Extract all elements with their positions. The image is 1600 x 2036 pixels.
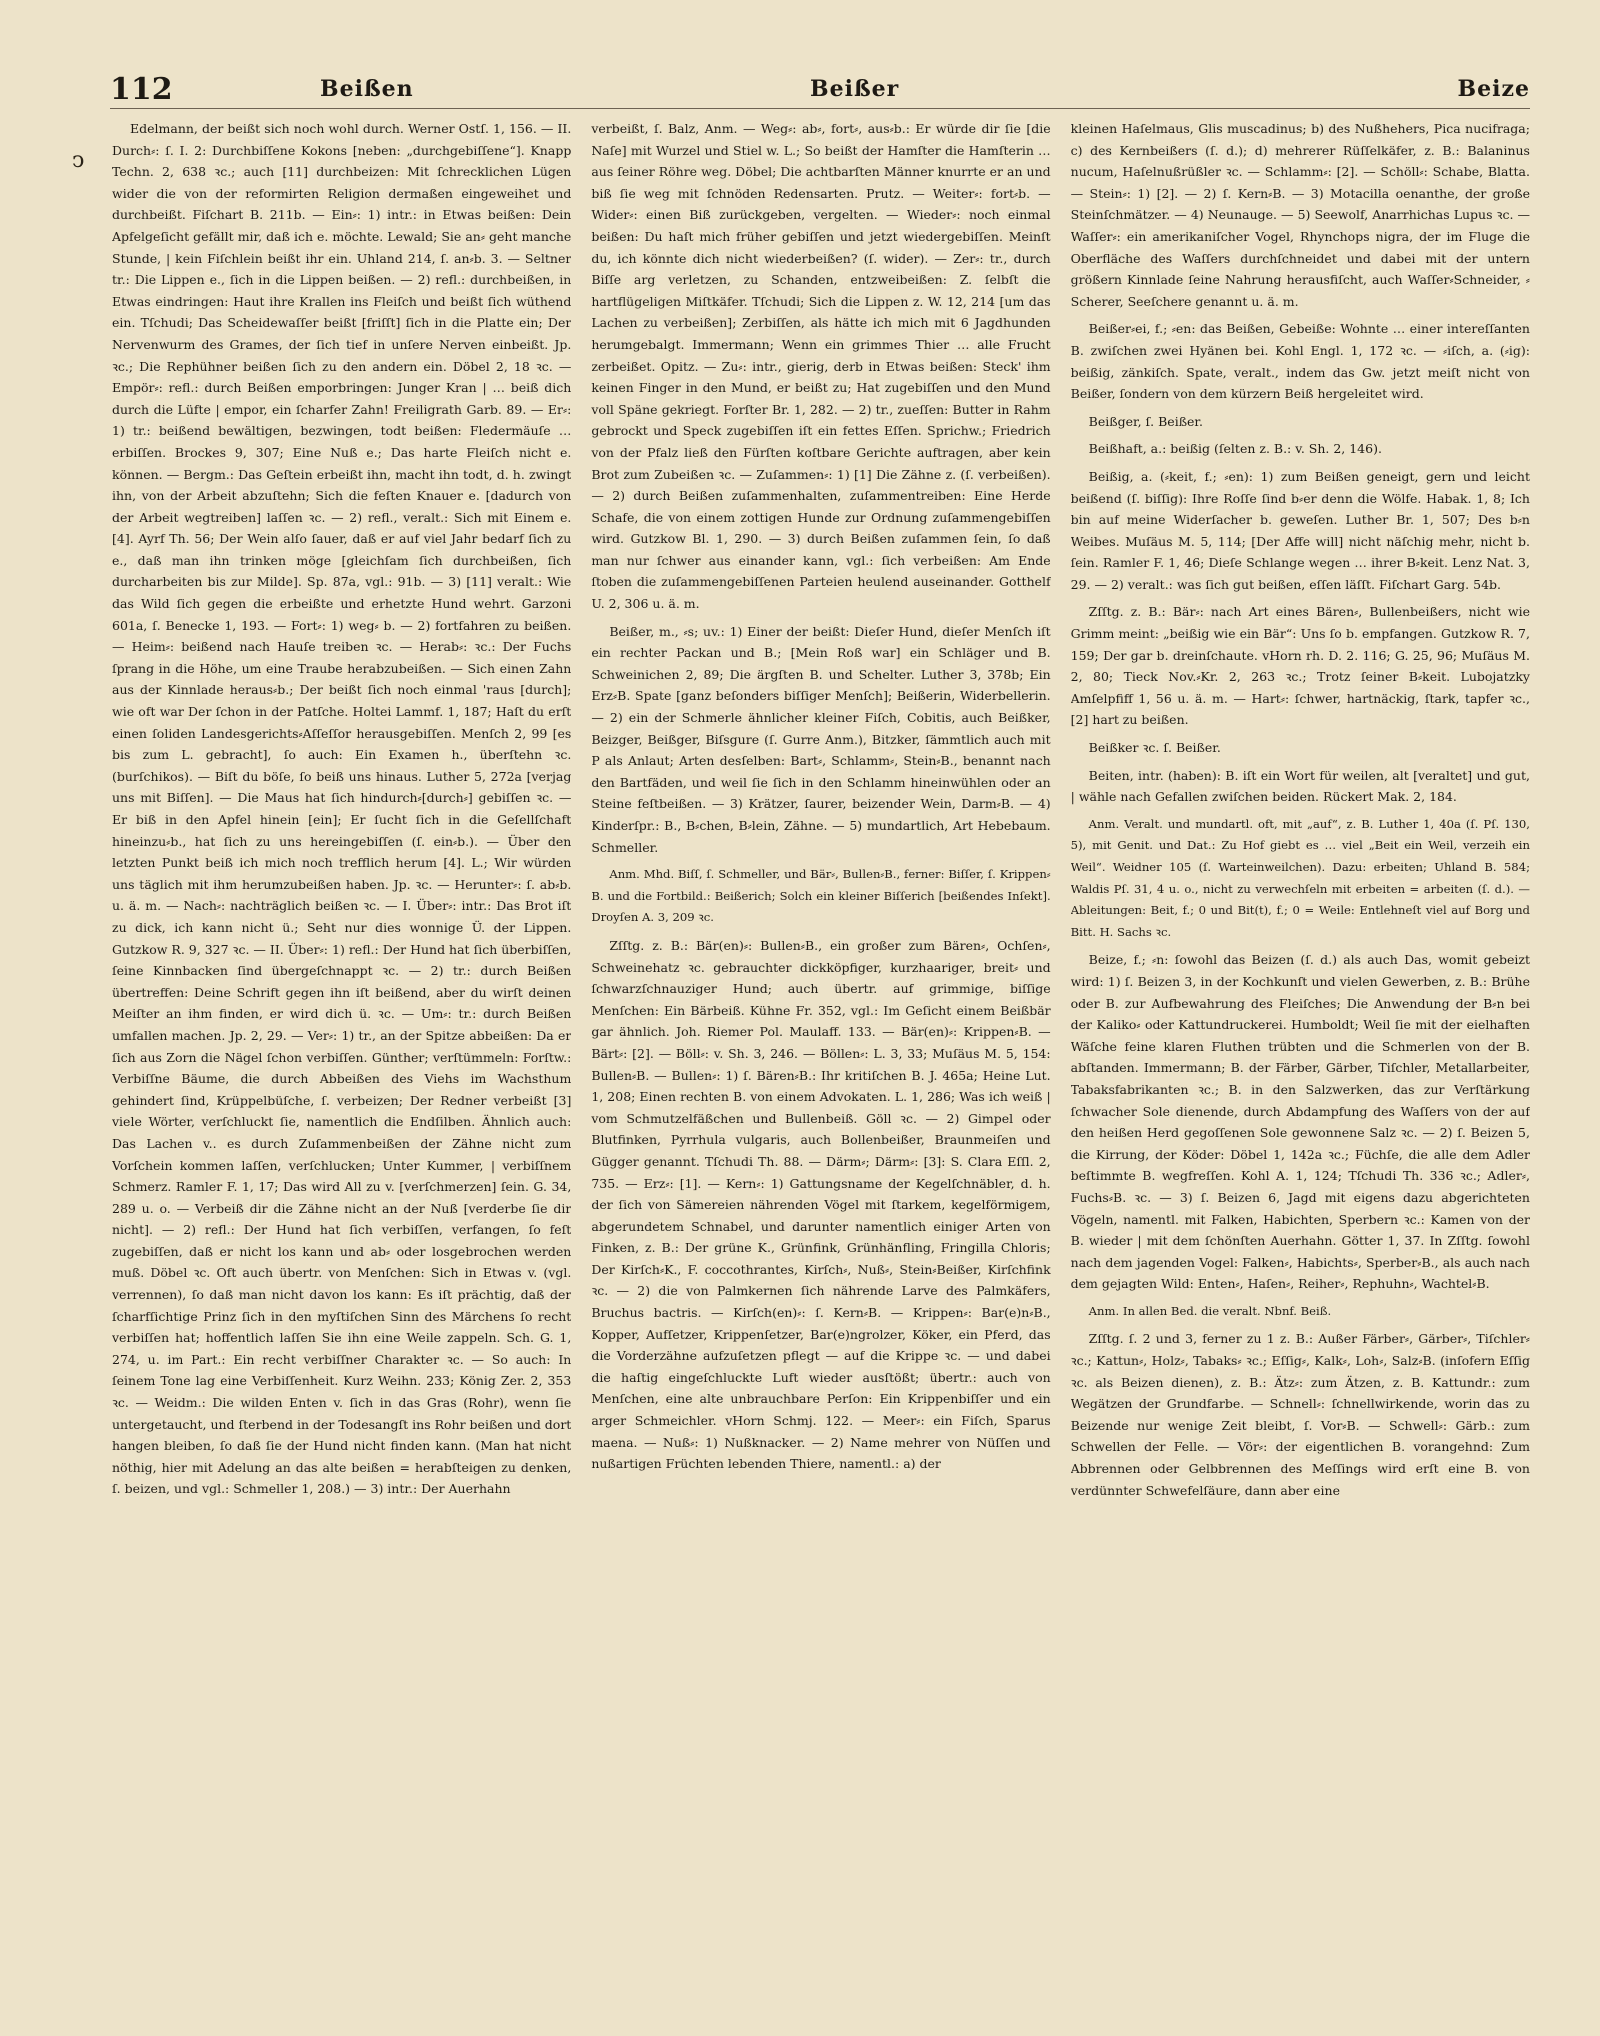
entry-paragraph: Beißig, a. (⸗keit, f.; ⸗en): 1) zum Beißen geneigt, gern und leicht beißend (ſ. biſſig): Ihre Roſſe ſind b⸗er denn die Wölfe. Habak. 1, 8; Ich bin auf meine Widerſacher b. geweſen. Luther Br. 1, 507; Des b⸗n Weibes. Muſäus M. 5, 114; [Der Affe will] nicht näſchig mehr, nicht b. ſein. Ramler F. 1, 46; Dieſe Schlange wegen … ihrer B⸗keit. Lenz Nat. 3, 29. — 2) veralt.: was ſich gut beißen, eſſen läſſt. Fiſchart Garg. 54b. xyxy=(1070,468,1530,592)
margin-mark: ↄ xyxy=(72,148,85,173)
page-number: 112 xyxy=(110,72,173,107)
page-header xyxy=(110,62,1530,110)
column-left xyxy=(112,118,571,2008)
entry-paragraph: Beize, f.; ⸗n: ſowohl das Beizen (ſ. d.) als auch Das, womit gebeizt wird: 1) ſ. Beizen 3, in der Kochkunſt und vielen Gewerben, z. B.: Brühe oder B. zur Aufbewahrung des Fleiſches; Die Anwendung der B⸗n bei der Kaliko⸗ oder Kattundruckerei. Humboldt; Weil ſie mit der eielhaften Wäſche feine klaren Fluthen trübten und die Schmerlen von der B. abſtanden. Immermann; B. der Färber, Gärber, Tiſchler, Metallarbeiter, Tabaksfabrikanten ꝛc.; B. in den Salzwerken, das zur Verſtärkung ſchwacher Sole dienende, durch Abdampfung des Waſſers von der auf den heißen Herd gegoſſenen Sole gewonnene Salz ꝛc. — 2) ſ. Beizen 5, die Kirrung, der Köder: Döbel 1, 142a ꝛc.; Füchſe, die alle dem Adler beſtimmte B. wegfreſſen. Kohl A. 1, 124; Tſchudi Th. 336 ꝛc.; Adler⸗, Fuchs⸗B. ꝛc. — 3) ſ. Beizen 6, Jagd mit eigens dazu abgerichteten Vögeln, namentl. mit Falken, Habichten, Sperbern ꝛc.: Kamen von der B. wieder | mit dem ſchönſten Auerhahn. Götter 1, 37. In Zſſtg. ſowohl nach dem jagenden Vogel: Falken⸗, Habichts⸗, Sperber⸗B., als auch nach dem gejagten Wild: Enten⸗, Haſen⸗, Reiher⸗, Rephuhn⸗, Wachtel⸗B. xyxy=(1070,952,1530,1292)
entry-paragraph: Beißker ꝛc. ſ. Beißer. xyxy=(1088,740,1221,756)
column-right xyxy=(1071,118,1530,2008)
header-rule xyxy=(110,108,1530,109)
entry-paragraph: verbeißt, ſ. Balz, Anm. — Weg⸗: ab⸗, fort⸗, aus⸗b.: Er würde dir ſie [die Naſe] mit Wurzel und Stiel w. L.; So beißt der Hamſter die Hamſterin … aus ſeiner Röhre weg. Döbel; Die achtbarſten Männer knurrte er an und biß ſie weg mit ſchnöden Redensarten. Prutz. — Weiter⸗: fort⸗b. — Wider⸗: einen Biß zurückgeben, vergelten. — Wieder⸗: noch einmal beißen: Du haſt mich früher gebiſſen und jetzt wiedergebiſſen. Meinſt du, ich könnte dich nicht wiederbeißen? (ſ. wider). — Zer⸗: tr., durch Biſſe arg verletzen, zu Schanden, entzweibeißen: Z. ſelbſt die hartflügeligen Miſtkäfer. Tſchudi; Sich die Lippen z. W. 12, 214 [um das Lachen zu verbeißen]; Zerbiſſen, als hätte ich mich mit 6 Jagdhunden herumgebalgt. Immermann; Wenn ein grimmes Thier … alle Frucht zerbeißet. Opitz. — Zu⸗: intr., gierig, derb in Etwas beißen: Steck' ihm keinen Finger in den Mund, er beißt zu; Hat zugebiſſen und den Mund voll Späne gekriegt. Forſter Br. 1, 282. — 2) tr., zueſſen: Butter in Rahm gebrockt und Speck zugebiſſen iſt ein fettes Eſſen. Sprichw.; Friedrich von der Pfalz ließ den Fürſten koſtbare Gerichte auftragen, aber kein Brot zum Zubeißen ꝛc. — Zuſammen⸗: 1) [1] Die Zähne z. (ſ. verbeißen). — 2) durch Beißen zuſammenhalten, zuſammentreiben: Eine Herde Schafe, die von einem zottigen Hunde zur Ordnung zuſammengebiſſen wird. Gutzkow Bl. 1, 290. — 3) durch Beißen zuſammen ſein, ſo daß man nur ſchwer aus einander kann, vgl.: ſich verbeißen: Am Ende ſtoben die zuſammengebiſſenen Parteien heulend auseinander. Gotthelf U. 2, 306 u. ä. m. xyxy=(591,121,1051,612)
entry-paragraph: Zſſtg. ſ. 2 und 3, ferner zu 1 z. B.: Außer Färber⸗, Gärber⸗, Tiſchler⸗ ꝛc.; Kattun⸗, Holz⸗, Tabaks⸗ ꝛc.; Eſſig⸗, Kalk⸗, Loh⸗, Salz⸗B. (inſofern Eſſig ꝛc. als Beizen dienen), z. B.: Ätz⸗: zum Ätzen, z. B. Kattundr.: zum Wegätzen der Grundfarbe. — Schnell⸗: ſchnellwirkende, worin das zu Beizende nur wenige Zeit bleibt, ſ. Vor⸗B. — Schwell⸗: Gärb.: zum Schwellen der Felle. — Vör⸗: der eigentlichen B. vorangehnd: Zum Abbrennen oder Gelbbrennen des Meſſings wird erſt eine B. von verdünnter Schwefelſäure, dann aber eine xyxy=(1070,1331,1530,1498)
entry-paragraph: Beißhaft, a.: beißig (ſelten z. B.: v. Sh. 2, 146). xyxy=(1088,441,1382,457)
entry-paragraph: Beißer⸗ei, f.; ⸗en: das Beißen, Gebeiße: Wohnte … einer intereſſanten B. zwiſchen zwei Hyänen bei. Kohl Engl. 1, 172 ꝛc. — ⸗iſch, a. (⸗ig): beißig, zänkiſch. Spate, veralt., indem das Gw. jetzt meiſt nicht von Beißer, ſondern von dem kürzern Beiß hergeleitet wird. xyxy=(1070,321,1530,402)
entry-paragraph: Beißger, ſ. Beißer. xyxy=(1088,413,1204,429)
text-columns xyxy=(112,118,1530,2018)
center-headword: Beißer xyxy=(810,76,900,102)
column-middle xyxy=(591,118,1050,2008)
left-headword: Beißen xyxy=(320,76,414,102)
right-headword: Beize xyxy=(1457,76,1530,102)
entry-paragraph: kleinen Haſelmaus, Glis muscadinus; b) des Nußhehers, Pica nucifraga; c) des Kernbeißers (ſ. d.); d) mehrerer Rüſſelkäfer, z. B.: Balaninus nucum, Haſelnußrüßler ꝛc. — Schlamm⸗: [2]. — Schöll⸗: Schabe, Blatta. — Stein⸗: 1) [2]. — 2) ſ. Kern⸗B. — 3) Motacilla oenanthe, der große Steinſchmätzer. — 4) Neunauge. — 5) Seewolf, Anarrhichas Lupus ꝛc. — Waſſer⸗: ein amerikaniſcher Vogel, Rhynchops nigra, der im Fluge die Oberfläche des Waſſers durchſchneidet und dabei mit der untern größern Kinnlade ſeine Nahrung herausfiſcht, auch Waſſer⸗Schneider, ⸗Scherer, Seeſchere genannt u. ä. m. xyxy=(1070,121,1530,309)
annotation-paragraph: Anm. In allen Bed. die veralt. Nbnf. Beiß. xyxy=(1088,1303,1332,1318)
entry-paragraph: Beiten, intr. (haben): B. iſt ein Wort für weilen, alt [veraltet] und gut, | wähle nach Gefallen zwiſchen beiden. Rückert Mak. 2, 184. xyxy=(1070,767,1530,805)
annotation-paragraph: Anm. Mhd. Biſſ, ſ. Schmeller, und Bär⸗, Bullen⸗B., ferner: Biſſer, ſ. Krippen⸗B. und die Fortbild.: Beißerich; Solch ein kleiner Biſſerich [beißendes Inſekt]. Droyſen A. 3, 209 ꝛc. xyxy=(591,867,1051,925)
entry-paragraph: Zſſtg. z. B.: Bär⸗: nach Art eines Bären⸗, Bullenbeißers, nicht wie Grimm meint: „beißig wie ein Bär“: Uns ſo b. empfangen. Gutzkow R. 7, 159; Der gar b. dreinſchaute. vHorn rh. D. 2. 116; G. 25, 96; Muſäus M. 2, 80; Tieck Nov.⸗Kr. 2, 263 ꝛc.; Trotz ſeiner B⸗keit. Lubojatzky Amſelpfiff 1, 56 u. ä. m. — Hart⸗: ſchwer, hartnäckig, ſtark, tapfer ꝛc., [2] hart zu beißen. xyxy=(1070,604,1530,728)
entry-paragraph: Beißer, m., ⸗s; uv.: 1) Einer der beißt: Dieſer Hund, dieſer Menſch iſt ein rechter Packan und B.; [Mein Roß war] ein Schläger und B. Schweinichen 2, 89; Die ärgſten B. und Schelter. Luther 3, 378b; Ein Erz⸗B. Spate [ganz beſonders biſſiger Menſch]; Beißerin, Widerbellerin. — 2) ein der Schmerle ähnlicher kleiner Fiſch, Cobitis, auch Beißker, Beizger, Beißger, Biſsgure (ſ. Gurre Anm.), Bitzker, ſämmtlich auch mit P als Anlaut; Arten desſelben: Bart⸗, Schlamm⸗, Stein⸗B., benannt nach den Bartfäden, und weil ſie ſich in den Schlamm hineinwühlen oder an Steine feſtbeißen. — 3) Krätzer, ſaurer, beizender Wein, Darm⸗B. — 4) Kinderſpr.: B., B⸗chen, B⸗lein, Zähne. — 5) mundartlich, Art Hebebaum. Schmeller. xyxy=(591,623,1051,855)
entry-paragraph: Edelmann, der beißt sich noch wohl durch. Werner Ostſ. 1, 156. — II. Durch⸗: ſ. I. 2: Durchbiſſene Kokons [neben: „durchgebiſſene“]. Knapp Techn. 2, 638 ꝛc.; auch [11] durchbeizen: Mit ſchrecklichen Lügen wider die von der reformirten Religion dermaßen eingeweihet und durchbeißt. Fiſchart B. 211b. — Ein⸗: 1) intr.: in Etwas beißen: Dein Apfelgeſicht gefällt mir, daß ich e. möchte. Lewald; Sie an⸗ geht manche Stunde, | kein Fiſchlein beißt ihr ein. Uhland 214, ſ. an⸗b. 3. — Seltner tr.: Die Lippen e., ſich in die Lippen beißen. — 2) refl.: durchbeißen, in Etwas eindringen: Haut ihre Krallen ins Fleiſch und beißt ſich wüthend ein. Tſchudi; Das Scheidewaſſer beißt [friſſt] ſich in die Platte ein; Der Nervenwurm des Grames, der ſich tief in unſere Nerven einbeißt. Jp. ꝛc.; Die Rephühner beißen ſich zu den andern ein. Döbel 2, 18 ꝛc. — Empör⸗: refl.: durch Beißen emporbringen: Junger Kran | … beiß dich durch die Lüfte | empor, ein ſcharfer Zahn! Freiligrath Garb. 89. — Er⸗: 1) tr.: beißend bewältigen, bezwingen, todt beißen: Fledermäuſe … erbiſſen. Brockes 9, 307; Eine Nuß e.; Das harte Fleiſch nicht e. können. — Bergm.: Das Geſtein erbeißt ihn, macht ihn todt, d. h. zwingt ihn, von der Arbeit abzuſtehn; Sich die feſten Knauer e. [dadurch von der Arbeit wegtreiben] laſſen ꝛc. — 2) refl., veralt.: Sich mit Einem e. [4]. Ayrf Th. 56; Der Wein alſo ſauer, daß er auf viel Jahr bedarf ſich zu e., daß man ihn trinken möge [gleichſam ſich durchbeißen, ſich durcharbeiten bis zur Milde]. Sp. 87a, vgl.: 91b. — 3) [11] veralt.: Wie das Wild ſich gegen die erbeißte und erhetzte Hund wehrt. Garzoni 601a, ſ. Benecke 1, 193. — Fort⸗: 1) weg⸗ b. — 2) fortfahren zu beißen. — Heim⸗: beißend nach Hauſe treiben ꝛc. — Herab⸗: ꝛc.: Der Fuchs ſprang in die Höhe, um eine Traube herabzubeißen. — Sich einen Zahn aus der Kinnlade heraus⸗b.; Der beißt ſich noch einmal 'raus [durch]; wie oft war Der ſchon in der Patſche. Holtei Lammf. 1, 187; Haſt du erſt einen ſoliden Landesgerichts⸗Aſſeſſor herausgebiſſen. Menſch 2, 99 [es bis zum L. gebracht], ſo auch: Ein Examen h., überſtehn ꝛc. (burſchikos). — Biſt du böſe, ſo beiß uns hinaus. Luther 5, 272a [verjag uns mit Biſſen]. — Die Maus hat ſich hindurch⸗[durch⸗] gebiſſen ꝛc. — Er biß in den Apfel hinein [ein]; Er ſucht ſich in die Geſellſchaft hineinzu⸗b., hat ſich zu uns hereingebiſſen (ſ. ein⸗b.). — Über den letzten Punkt beiß ich mich noch trefflich herum [4]. L.; Wir würden uns täglich mit ihm herumzubeißen haben. Jp. ꝛc. — Herunter⸗: ſ. ab⸗b. u. ä. m. — Nach⸗: nachträglich beißen ꝛc. — I. Über⸗: intr.: Das Brot iſt zu dick, ich kann nicht ü.; Seht nur dies wonnige Ü. der Lippen. Gutzkow R. 9, 327 ꝛc. — II. Über⸗: 1) refl.: Der Hund hat ſich überbiſſen, ſeine Kinnbacken ſind übergeſchnappt ꝛc. — 2) tr.: durch Beißen übertreffen: Deine Schrift gegen ihn iſt beißend, aber du wirſt deinen Meiſter an ihm finden, er wird dich ü. ꝛc. — Um⸗: tr.: durch Beißen umfallen machen. Jp. 2, 29. — Ver⸗: 1) tr., an der Spitze abbeißen: Da er ſich aus Zorn die Nägel ſchon verbiſſen. Günther; verſtümmeln: Forſtw.: Verbiſſne Bäume, die durch Abbeißen des Viehs im Wachsthum gehindert ſind, Krüppelbüſche, ſ. verbeizen; Der Redner verbeißt [3] viele Wörter, verſchluckt ſie, namentlich die Endſilben. Ähnlich auch: Das Lachen v.. es durch Zuſammenbeißen der Zähne nicht zum Vorſchein kommen laſſen, verſchlucken; Unter Kummer, | verbiſſnem Schmerz. Ramler F. 1, 17; Das wird All zu v. [verſchmerzen] ſein. G. 34, 289 u. o. — Verbeiß dir die Zähne nicht an der Nuß [verderbe ſie dir nicht]. — 2) refl.: Der Hund hat ſich verbiſſen, verfangen, ſo feſt zugebiſſen, daß er nicht los kann und ab⸗ oder losgebrochen werden muß. Döbel ꝛc. Oft auch übertr. von Menſchen: Sich in Etwas v. (vgl. verrennen), ſo daß man nicht davon los kann: Es iſt prächtig, daß der ſcharfſichtige Prinz ſich in den myſtiſchen Sinn des Märchens ſo recht verbiſſen hat; hoffentlich laſſen Sie ihn eine Weile zappeln. Sch. G. 1, 274, u. im Part.: Ein recht verbiſſner Charakter ꝛc. — So auch: In ſeinem Tone lag eine Verbiſſenheit. Kurz Weihn. 233; König Zer. 2, 353 ꝛc. — Weidm.: Die wilden Enten v. ſich in das Gras (Rohr), wenn ſie untergetaucht, und ſterbend in der Todesangſt ins Rohr beißen und dort hangen bleiben, ſo daß ſie der Hund nicht finden kann. (Man hat nicht nöthig, hier mit Adelung an das alte beißen = herabſteigen zu denken, ſ. beizen, und vgl.: Schmeller 1, 208.) — 3) intr.: Der Auerhahn xyxy=(112,121,572,1497)
annotation-paragraph: Anm. Veralt. und mundartl. oft, mit „auf“, z. B. Luther 1, 40a (ſ. Pſ. 130, 5), mit Genit. und Dat.: Zu Hof giebt es … viel „Beit ein Weil, verzeih ein Weil“. Weidner 105 (ſ. Warteinweilchen). Dazu: erbeiten; Uhland B. 584; Waldis Pſ. 31, 4 u. o., nicht zu verwechſeln mit erbeiten = arbeiten (ſ. d.). — Ableitungen: Beit, f.; 0 und Bit(t), f.; 0 = Weile: Entlehneſt viel auf Borg und Bitt. H. Sachs ꝛc. xyxy=(1070,816,1530,939)
entry-paragraph: Zſſtg. z. B.: Bär(en)⸗: Bullen⸗B., ein großer zum Bären⸗, Ochſen⸗, Schweinehatz ꝛc. gebrauchter dickköpfiger, kurzhaariger, breit⸗ und ſchwarzſchnauziger Hund; auch übertr. auf grimmige, biſſige Menſchen: Ein Bärbeiß. Kühne Fr. 352, vgl.: Im Geſicht einem Beißbär gar ähnlich. Joh. Riemer Pol. Maulaff. 133. — Bär(en)⸗: Krippen⸗B. — Bärt⸗: [2]. — Böll⸗: v. Sh. 3, 246. — Böllen⸗: L. 3, 33; Muſäus M. 5, 154: Bullen⸗B. — Bullen⸗: 1) ſ. Bären⸗B.: Ihr kritiſchen B. J. 465a; Heine Lut. 1, 208; Einen rechten B. von einem Advokaten. L. 1, 286; Was ich weiß | vom Schmutzelfäßchen und Bullenbeiß. Göll ꝛc. — 2) Gimpel oder Blutfinken, Pyrrhula vulgaris, auch Bollenbeißer, Braunmeiſen und Gügger genannt. Tſchudi Th. 88. — Därm⸗; Därm⸗: [3]: S. Clara Eſſl. 2, 735. — Erz⸗: [1]. — Kern⸗: 1) Gattungsname der Kegelſchnäbler, d. h. der ſich von Sämereien nährenden Vögel mit ſtarkem, kegelförmigem, abgerundetem Schnabel, und darunter namentlich einiger Arten von Finken, z. B.: Der grüne K., Grünfink, Grünhänfling, Fringilla Chloris; Der Kirſch⸗K., F. coccothrantes, Kirſch⸗, Nuß⸗, Stein⸗Beißer, Kirſchfink ꝛc. — 2) die von Palmkernen ſich nährende Larve des Palmkäfers, Bruchus bactris. — Kirſch(en)⸗: ſ. Kern⸗B. — Krippen⸗: Bar(e)n⸗B., Kopper, Aufſetzer, Krippenſetzer, Bar(e)ngrolzer, Köker, ein Pferd, das die Vorderzähne aufzuſetzen pflegt — auf die Krippe ꝛc. — und dabei die haſtig eingeſchluckte Luft wieder ausſtößt; übertr.: auch von Menſchen, eine alte unbrauchbare Perſon: Ein Krippenbiſſer und ein arger Schmeichler. vHorn Schmj. 122. — Meer⸗: ein Fiſch, Sparus maena. — Nuß⸗: 1) Nußknacker. — 2) Name mehrer von Nüſſen und nußartigen Früchten lebenden Thiere, namentl.: a) der xyxy=(591,937,1051,1472)
